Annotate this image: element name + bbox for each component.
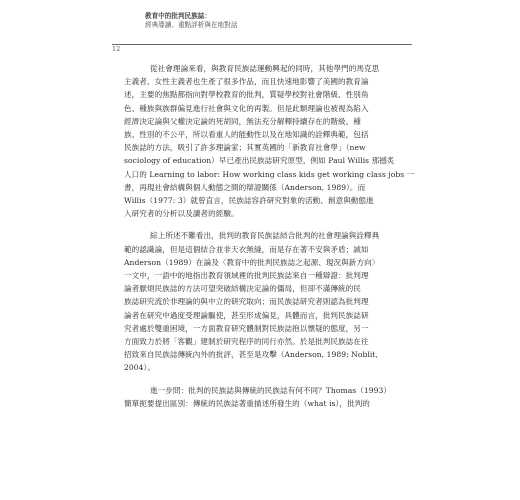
text-line: 方面致力於將「客觀」建制於研究程序的同行亦然。於是批判民族誌在往 (124, 337, 369, 347)
body-text (124, 62, 415, 410)
text-line: 書，再現社會結構與個人動態之間的辯證關係（Anderson, 1989）。而 (124, 182, 366, 192)
text-line: 色、種族與族群偏見進行社會與文化的再製。但是此類理論也被視為陷入 (124, 103, 369, 113)
text-line: 從社會理論來看，與教育民族誌運動興起的同時，其他學門的馬克思 (150, 64, 380, 73)
paragraph (124, 229, 408, 374)
text-line: 究者處於雙重困境，一方面教育研究體制對民族誌抱以懷疑的態度，另一 (124, 323, 369, 333)
text-line: 族誌研究流於非理論的與中立的研究取向；而民族誌研究者則認為批判理 (124, 297, 369, 307)
text-line: 經濟決定論與父權決定論的死胡同，無法充分解釋持續存在的階級、種 (124, 116, 361, 126)
text-line: Anderson（1989）在論及〈教育中的批判民族誌之起源、現況與新方向〉 (124, 257, 380, 267)
text-line: 2004）。 (124, 363, 156, 373)
text-line: 招致來自民族誌傳統內外的批評，甚至是攻擊（Anderson, 1989; Noblit, (124, 350, 378, 360)
text-line: 論者厭煩民族誌的方法可望突破結構決定論的僵局，但卻不滿傳統的民 (124, 284, 361, 294)
text-line: 簡單扼要提出區別：傳統的民族誌著重描述所發生的（what is），批判的 (124, 398, 370, 408)
header-rule (112, 44, 412, 45)
text-line: 綜上所述不難看出，批判的教育民族誌結合批判的社會理論與詮釋典 (150, 231, 380, 241)
running-header (145, 12, 445, 30)
text-line: 一文中，一語中的地指出教育領域裡的批判民族誌來自一種辯證：批判理 (124, 271, 369, 281)
page-number: 12 (112, 45, 121, 53)
text-line: 民族誌的方法，吸引了許多理論家；其實英國的「新教育社會學」（new (124, 143, 366, 153)
paragraph (124, 62, 415, 220)
text-line: Willis（1977: 3）就曾直言，民族誌容許研究對象的活動、創意與動態進 (124, 196, 374, 206)
text-line: sociology of education）早已產出民族誌研究原型，例如 Paul Willis 那撼炙 (124, 156, 395, 166)
text-line: 進一步問：批判的民族誌與傳統的民族誌有何不同？Thomas（1993） (150, 385, 392, 395)
text-line: 述，主要的焦點都指向對學校教育的批判，質疑學校對社會階級、性別角 (124, 90, 369, 100)
text-line: 論者在研究中過度受理論驅使，甚至形成偏見，具體而言，批判民族誌研 (124, 310, 369, 320)
text-line: 族、性別的不公平，所以看重人的能動性以及在地知識的詮釋典範，包括 (124, 130, 369, 140)
header-subtitle: 經典導讀、重點評析與在地對話 (145, 21, 238, 29)
text-line: 範的認識論，但是這個結合並非天衣無縫，而是存在著不安與矛盾；誠如 (124, 244, 369, 254)
paragraph (124, 384, 408, 410)
text-line: 入研究者的分析以及讀者的經驗。 (124, 209, 239, 219)
header-title: 教育中的批判民族誌： (145, 12, 211, 20)
text-line: 人口的 Learning to labor: How working class kids get working class jobs 一 (124, 169, 415, 179)
text-line: 主義者、女性主義者也生產了很多作品，而且快速地影響了美國的教育論 (124, 77, 369, 87)
